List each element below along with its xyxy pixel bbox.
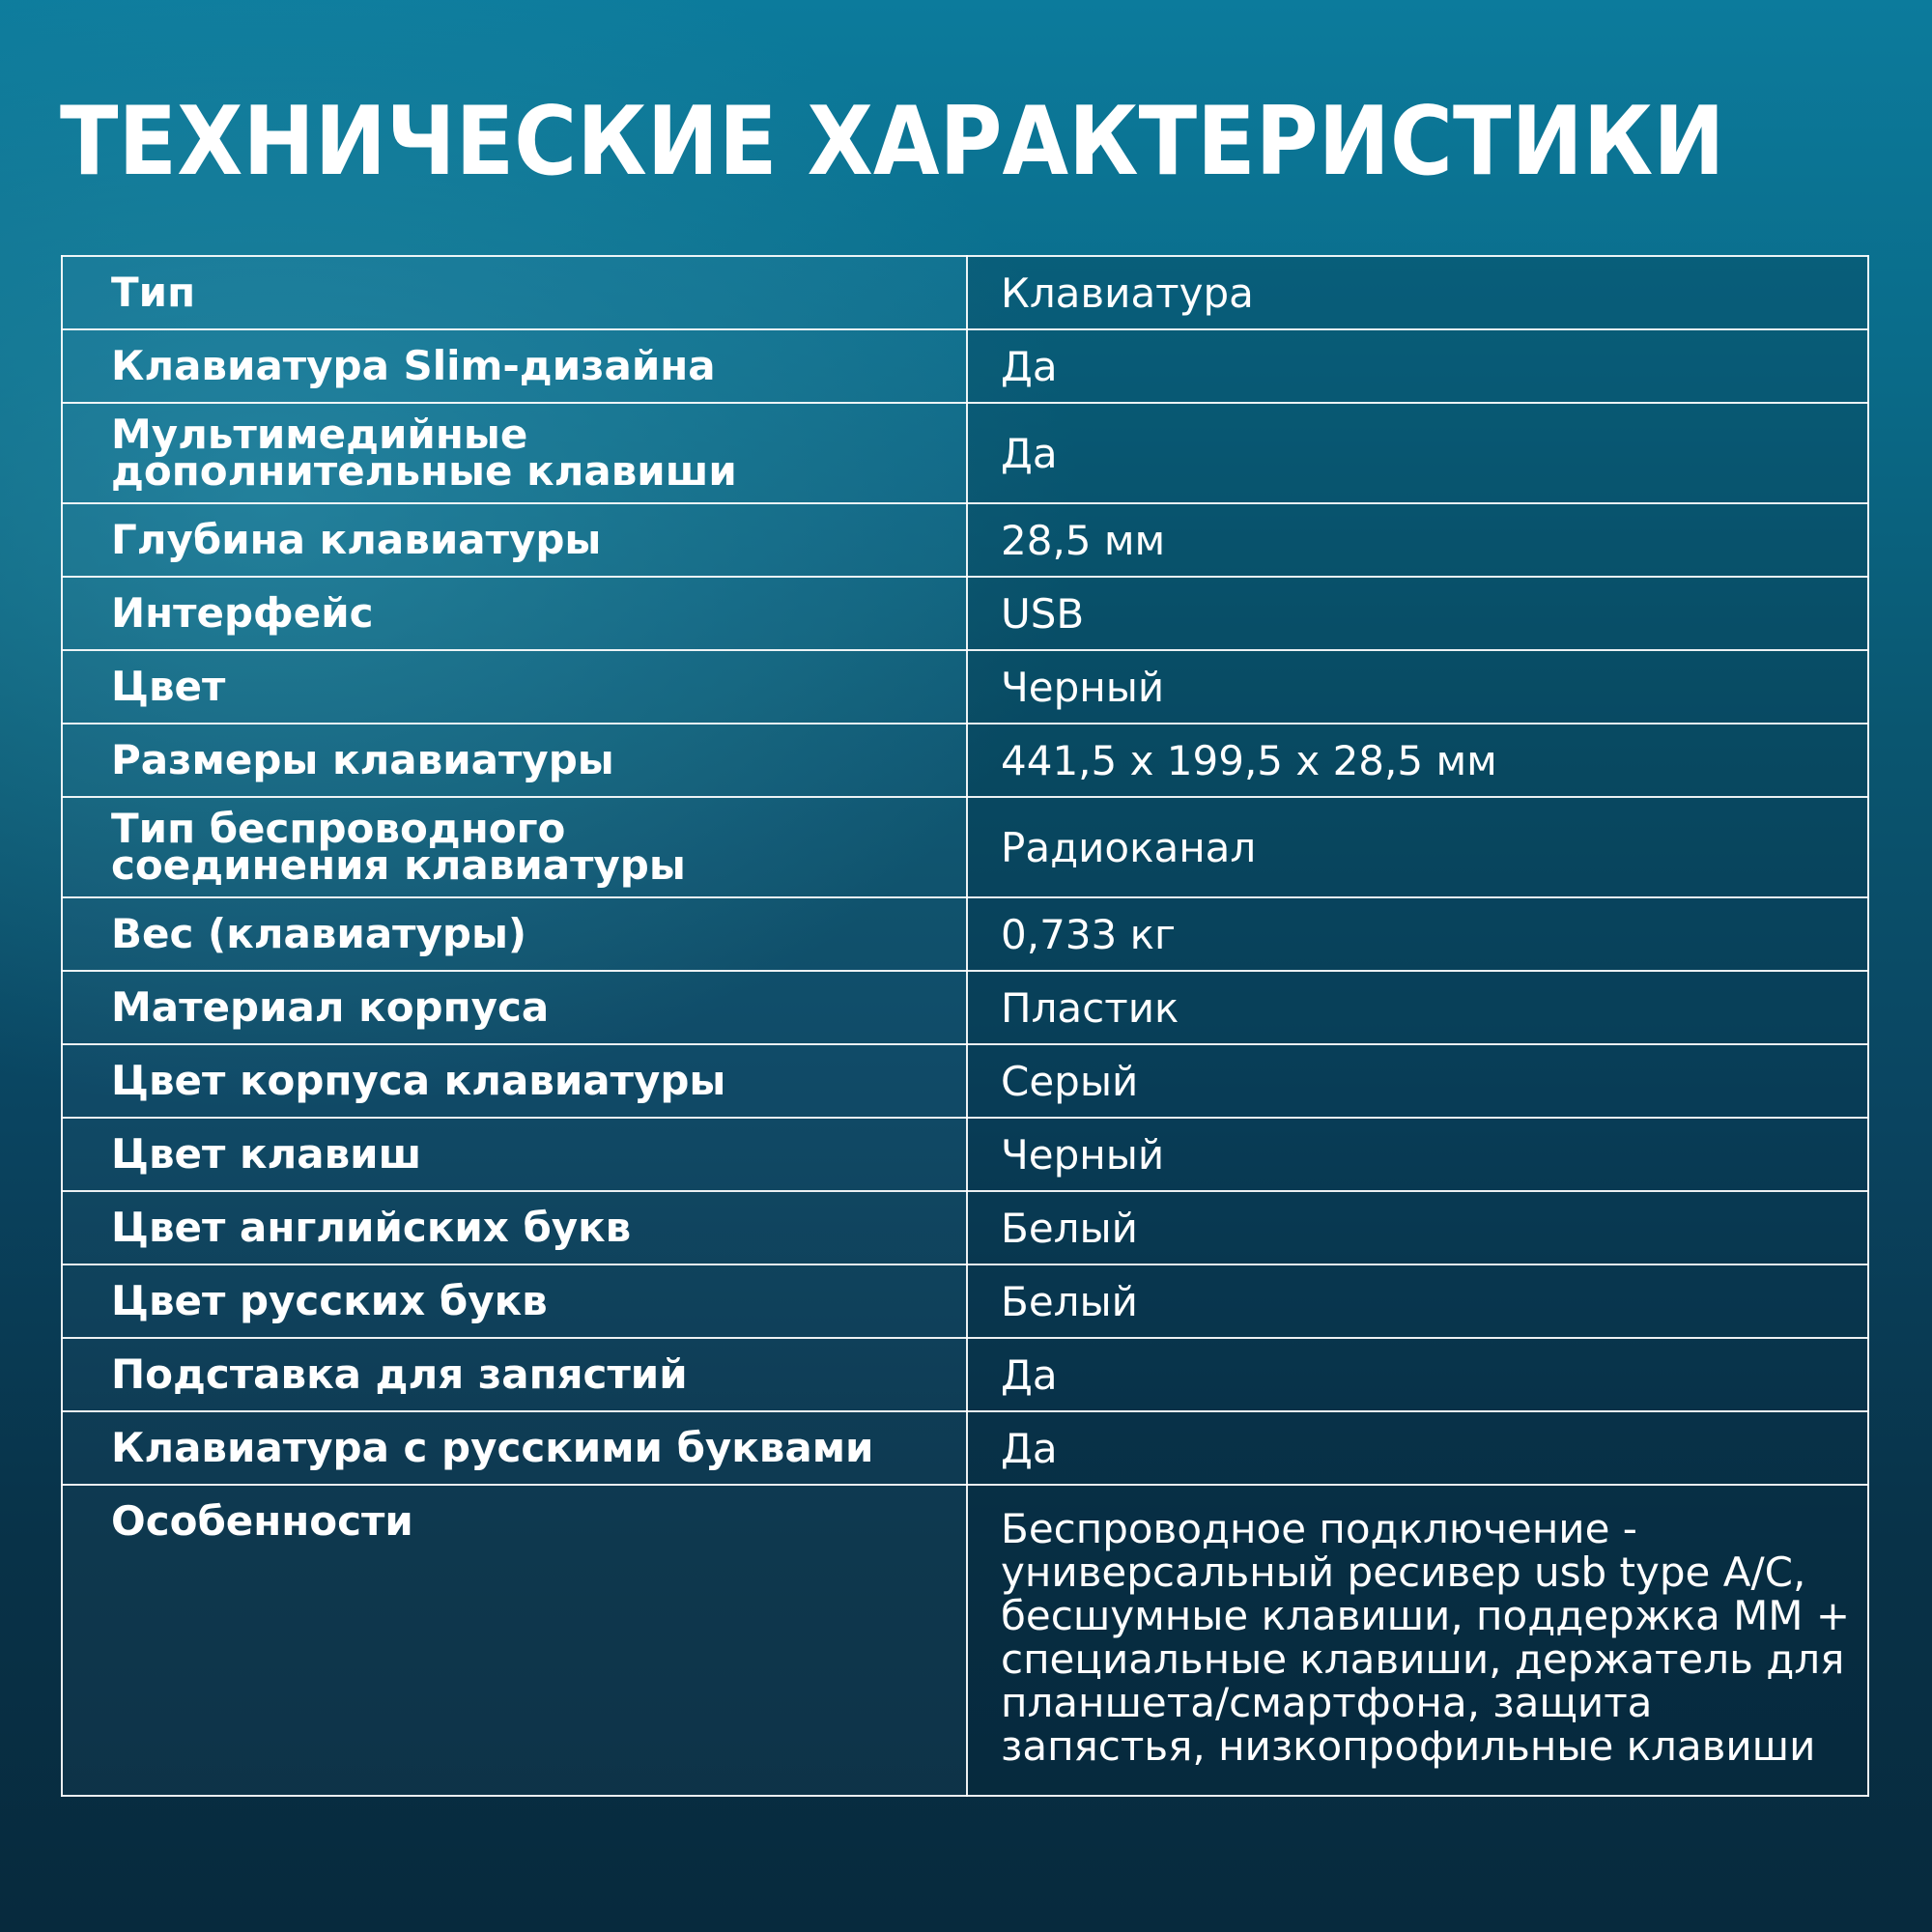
spec-label: Цвет клавиш — [62, 1118, 967, 1191]
spec-value-line: бесшумные клавиши, поддержка ММ + — [1001, 1592, 1851, 1639]
spec-label: Особенности — [62, 1485, 967, 1796]
spec-value: Белый — [967, 1191, 1868, 1264]
spec-value-line: специальные клавиши, держатель для — [1001, 1635, 1845, 1683]
spec-value: 28,5 мм — [967, 503, 1868, 577]
spec-row-multimedia-keys — [62, 403, 1868, 503]
spec-label-line: Мультимедийные — [111, 411, 528, 458]
spec-row-dimensions — [62, 724, 1868, 797]
spec-row-weight — [62, 897, 1868, 971]
spec-label: Материал корпуса — [62, 971, 967, 1044]
spec-value-line: Беспроводное подключение - — [1001, 1505, 1637, 1552]
spec-value: 441,5 x 199,5 x 28,5 мм — [967, 724, 1868, 797]
spec-row-wrist-rest — [62, 1338, 1868, 1411]
spec-label-line: соединения клавиатуры — [111, 841, 686, 889]
spec-row-english-letters-color — [62, 1191, 1868, 1264]
spec-label: Цвет русских букв — [62, 1264, 967, 1338]
spec-label: Цвет корпуса клавиатуры — [62, 1044, 967, 1118]
spec-row-features — [62, 1485, 1868, 1796]
spec-row-body-material — [62, 971, 1868, 1044]
spec-table — [61, 255, 1869, 1797]
spec-value: Черный — [967, 650, 1868, 724]
spec-value-line: запястья, низкопрофильные клавиши — [1001, 1722, 1816, 1770]
spec-label: Размеры клавиатуры — [62, 724, 967, 797]
spec-label: Тип — [62, 256, 967, 329]
spec-row-key-color — [62, 1118, 1868, 1191]
spec-row-wireless-type — [62, 797, 1868, 897]
spec-value: Да — [967, 329, 1868, 403]
spec-value: Белый — [967, 1264, 1868, 1338]
spec-label-line: дополнительные клавиши — [111, 447, 737, 495]
spec-value: Да — [967, 1338, 1868, 1411]
spec-row-type — [62, 256, 1868, 329]
spec-row-body-color — [62, 1044, 1868, 1118]
spec-value: Радиоканал — [967, 797, 1868, 897]
spec-value: Пластик — [967, 971, 1868, 1044]
spec-row-russian-letters-color — [62, 1264, 1868, 1338]
page-title: ТЕХНИЧЕСКИЕ ХАРАКТЕРИСТИКИ — [60, 87, 1725, 197]
spec-label: Глубина клавиатуры — [62, 503, 967, 577]
spec-label: Цвет английских букв — [62, 1191, 967, 1264]
spec-value: Да — [967, 1411, 1868, 1485]
spec-label — [62, 797, 967, 897]
spec-label: Подставка для запястий — [62, 1338, 967, 1411]
spec-label-line: Тип беспроводного — [111, 805, 566, 852]
spec-label: Клавиатура с русскими буквами — [62, 1411, 967, 1485]
spec-row-slim-design — [62, 329, 1868, 403]
spec-row-russian-letters — [62, 1411, 1868, 1485]
spec-value: Да — [967, 403, 1868, 503]
spec-label: Цвет — [62, 650, 967, 724]
spec-row-depth — [62, 503, 1868, 577]
spec-row-color — [62, 650, 1868, 724]
spec-label: Интерфейс — [62, 577, 967, 650]
spec-value: Серый — [967, 1044, 1868, 1118]
spec-value: 0,733 кг — [967, 897, 1868, 971]
spec-value: Черный — [967, 1118, 1868, 1191]
spec-value: USB — [967, 577, 1868, 650]
spec-label: Клавиатура Slim-дизайна — [62, 329, 967, 403]
spec-value — [967, 1485, 1868, 1796]
spec-label: Вес (клавиатуры) — [62, 897, 967, 971]
spec-label — [62, 403, 967, 503]
spec-value-line: универсальный ресивер usb type A/C, — [1001, 1548, 1806, 1596]
spec-value-line: планшета/смартфона, защита — [1001, 1679, 1653, 1726]
spec-row-interface — [62, 577, 1868, 650]
spec-value: Клавиатура — [967, 256, 1868, 329]
